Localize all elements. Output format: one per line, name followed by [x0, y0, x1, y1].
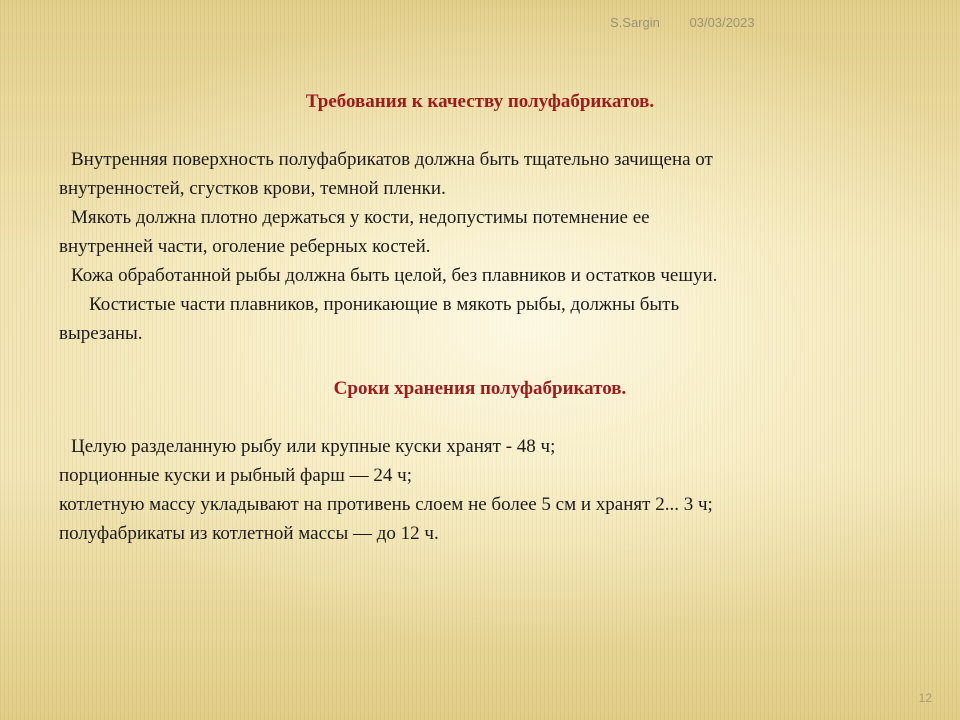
text-line: Внутренняя поверхность полуфабрикатов должна быть тщательно зачищена от	[71, 149, 713, 170]
text-line: порционные куски и рыбный фарш — 24 ч;	[59, 465, 412, 486]
text-line: полуфабрикаты из котлетной массы — до 12 ч.	[59, 523, 439, 544]
text-line: котлетную массу укладывают на противень слоем не более 5 см и хранят 2... 3 ч;	[59, 494, 713, 515]
author-label: S.Sargin	[610, 15, 660, 30]
date-label: 03/03/2023	[689, 15, 755, 30]
text-line: внутренней части, оголение реберных костей.	[59, 236, 431, 257]
slide-header-meta	[610, 15, 755, 30]
quality-requirements-text	[59, 145, 909, 348]
storage-terms-heading: Сроки хранения полуфабрикатов.	[333, 378, 627, 399]
storage-terms-text	[59, 432, 909, 548]
text-line: Костистые части плавников, проникающие в мякоть рыбы, должны быть	[89, 294, 680, 315]
text-line: Целую разделанную рыбу или крупные куски хранят - 48 ч;	[71, 436, 556, 457]
text-line: вырезаны.	[59, 323, 143, 344]
text-line: Кожа обработанной рыбы должна быть целой, без плавников и остатков чешуи.	[71, 265, 718, 286]
text-line: внутренностей, сгустков крови, темной пленки.	[59, 178, 446, 199]
slide-number: 12	[918, 691, 932, 705]
quality-requirements-heading: Требования к качеству полуфабрикатов.	[305, 91, 655, 112]
text-line: Мякоть должна плотно держаться у кости, недопустимы потемнение ее	[71, 207, 650, 228]
